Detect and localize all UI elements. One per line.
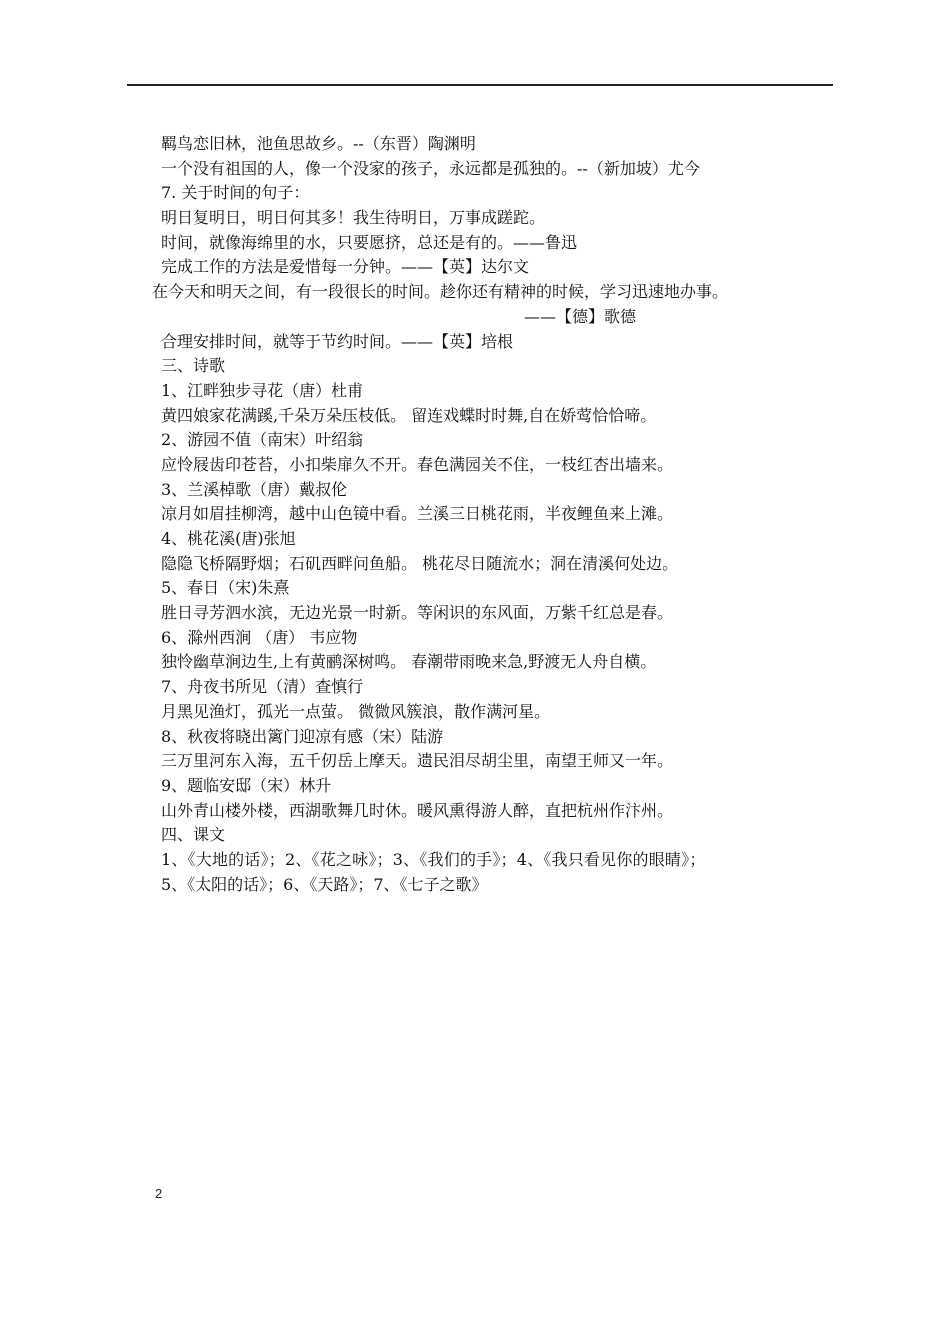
poem-text: 凉月如眉挂柳湾，越中山色镜中看。兰溪三日桃花雨，半夜鲤鱼来上滩。: [161, 504, 674, 524]
page-number: 2: [155, 1186, 163, 1201]
poem-text: 隐隐飞桥隔野烟；石矶西畔问鱼船。 桃花尽日随流水；洞在清溪何处边。: [161, 553, 679, 573]
section-heading-time: 7. 关于时间的句子：: [161, 183, 310, 203]
section-heading-poetry: 三、诗歌: [161, 356, 226, 376]
poem-title: 8、秋夜将晓出篱门迎凉有感（宋）陆游: [161, 726, 444, 746]
quote-line: 一个没有祖国的人，像一个没家的孩子，永远都是孤独的。--（新加坡）尤今: [161, 158, 700, 178]
header-rule: [127, 84, 833, 86]
quote-line: 在今天和明天之间，有一段很长的时间。趁你还有精神的时候，学习迅速地办事。: [152, 282, 729, 302]
poem-title: 7、舟夜书所见（清）查慎行: [161, 677, 364, 697]
quote-line: 完成工作的方法是爱惜每一分钟。——【英】达尔文: [161, 257, 530, 277]
quote-attribution: ——【德】歌德: [524, 306, 637, 326]
lesson-list: 1、《大地的话》；2、《花之咏》；3、《我们的手》；4、《我只看见你的眼睛》；: [161, 849, 706, 869]
poem-title: 9、题临安邸（宋）林升: [161, 775, 332, 795]
quote-line: 明日复明日，明日何其多！我生待明日，万事成蹉跎。: [161, 208, 546, 228]
poem-title: 6、滁州西涧 （唐） 韦应物: [161, 627, 358, 647]
poem-title: 2、游园不值（南宋）叶绍翁: [161, 430, 364, 450]
poem-title: 4、桃花溪(唐)张旭: [161, 529, 296, 548]
poem-title: 3、兰溪棹歌（唐）戴叔伦: [161, 479, 348, 499]
lesson-list: 5、《太阳的话》；6、《天路》；7、《七子之歌》: [161, 874, 488, 894]
quote-line: 羁鸟恋旧林，池鱼思故乡。--（东晋）陶渊明: [161, 134, 476, 153]
poem-title: 1、江畔独步寻花（唐）杜甫: [161, 380, 364, 400]
section-heading-lessons: 四、课文: [161, 825, 226, 845]
poem-text: 应怜屐齿印苍苔，小扣柴扉久不开。春色满园关不住，一枝红杏出墙来。: [161, 454, 674, 474]
poem-text: 山外青山楼外楼，西湖歌舞几时休。暖风熏得游人醉，直把杭州作汴州。: [161, 800, 674, 820]
quote-line: 合理安排时间，就等于节约时间。——【英】培根: [161, 331, 514, 351]
poem-text: 三万里河东入海，五千仞岳上摩天。遗民泪尽胡尘里，南望王师又一年。: [161, 751, 674, 771]
document-body: [0, 132, 950, 897]
poem-text: 胜日寻芳泗水滨，无边光景一时新。等闲识的东风面，万紫千红总是春。: [161, 603, 674, 623]
poem-text: 黄四娘家花满蹊,千朵万朵压枝低。 留连戏蝶时时舞,自在娇莺恰恰啼。: [161, 405, 657, 425]
poem-text: 独怜幽草涧边生,上有黄鹂深树鸣。 春潮带雨晚来急,野渡无人舟自横。: [161, 652, 657, 672]
poem-title: 5、春日（宋)朱熹: [161, 578, 290, 598]
poem-text: 月黑见渔灯，孤光一点萤。 微微风簇浪，散作满河星。: [161, 701, 551, 721]
quote-line: 时间，就像海绵里的水，只要愿挤，总还是有的。——鲁迅: [161, 232, 578, 252]
